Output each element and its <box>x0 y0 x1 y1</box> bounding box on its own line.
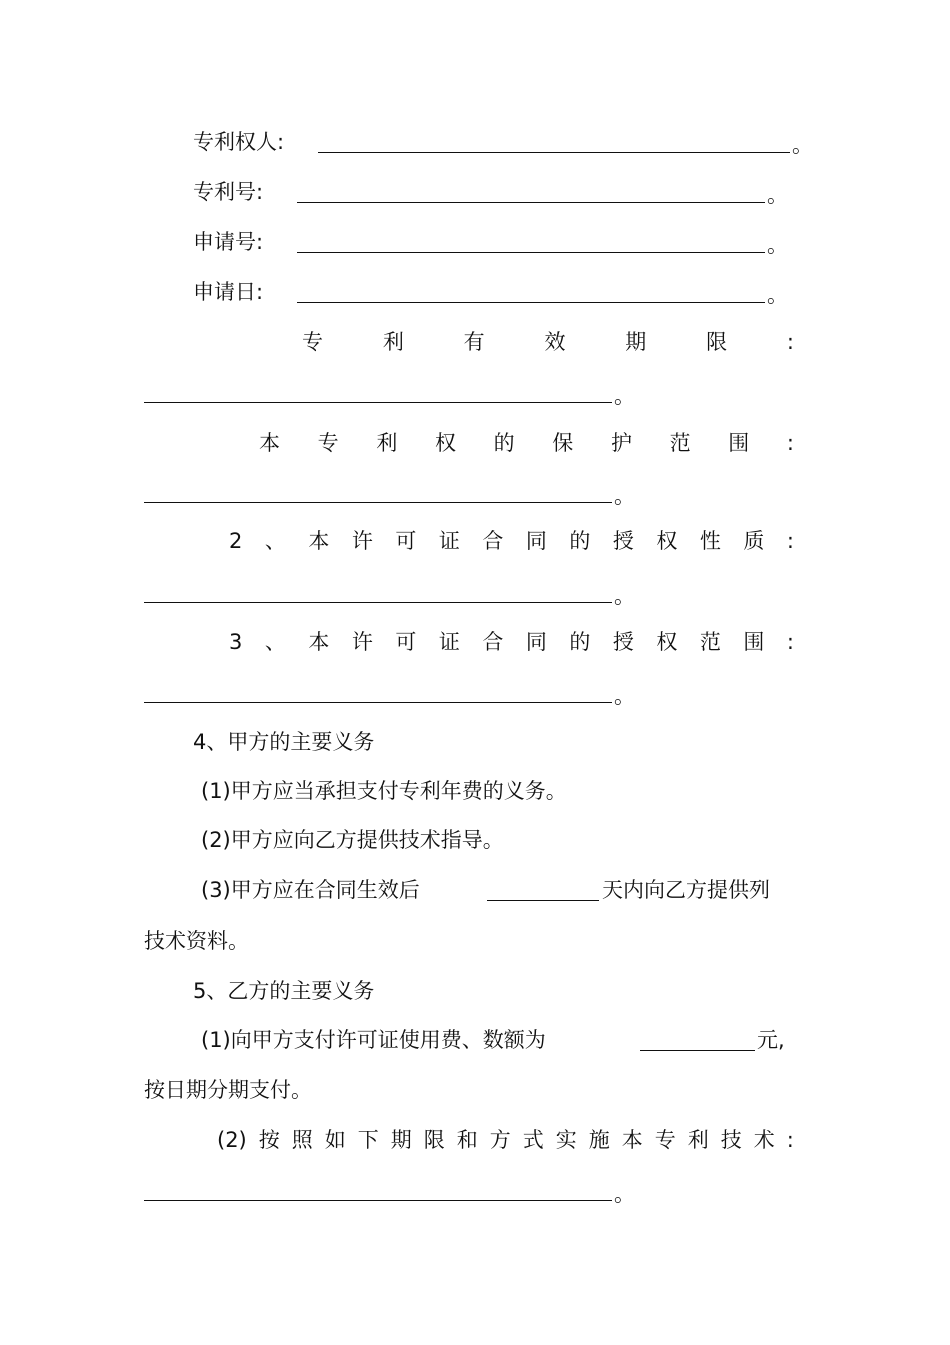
blank-application-date[interactable] <box>297 282 765 303</box>
char: 如 <box>324 1128 346 1152</box>
char: 方 <box>489 1128 511 1152</box>
field-patent-number <box>193 177 263 207</box>
char: 性 <box>699 529 721 553</box>
char: 式 <box>522 1128 544 1152</box>
blank-range[interactable] <box>144 682 612 703</box>
char: 授 <box>612 630 634 654</box>
char: 范 <box>699 630 721 654</box>
char: 合 <box>482 630 504 654</box>
blank-implementation[interactable] <box>144 1180 612 1201</box>
nature-label <box>229 526 794 556</box>
range-end: 。 <box>614 684 635 708</box>
char: 的 <box>569 630 591 654</box>
char: 护 <box>610 431 632 455</box>
blank-nature[interactable] <box>144 582 612 603</box>
char: 围 <box>743 630 765 654</box>
char: (2) <box>217 1128 247 1152</box>
scope-label <box>259 428 794 458</box>
char: : <box>786 529 794 553</box>
validity-end: 。 <box>614 384 635 408</box>
partyB-item1-cont: 按日期分期支付。 <box>144 1078 312 1102</box>
partyA-item3-cont: 技术资料。 <box>144 929 249 953</box>
field-end: 。 <box>767 183 788 207</box>
char: 本 <box>308 529 330 553</box>
validity-label <box>302 327 794 357</box>
partyA-item3-pre: (3)甲方应在合同生效后 <box>201 878 420 902</box>
char: 保 <box>552 431 574 455</box>
char: 3 <box>229 630 243 654</box>
field-end: 。 <box>767 233 788 257</box>
char: 施 <box>588 1128 610 1152</box>
char: 本 <box>308 630 330 654</box>
char: 利 <box>382 330 404 354</box>
char: : <box>786 630 794 654</box>
char: 照 <box>291 1128 313 1152</box>
partyA-item2: (2)甲方应向乙方提供技术指导。 <box>201 828 504 852</box>
nature-end: 。 <box>614 584 635 608</box>
field-patentee <box>193 127 284 157</box>
blank-validity[interactable] <box>144 382 612 403</box>
blank-patentee[interactable] <box>318 132 790 153</box>
char: 权 <box>656 529 678 553</box>
char: 下 <box>357 1128 379 1152</box>
field-application-date <box>193 277 263 307</box>
char: 同 <box>525 630 547 654</box>
partyB-item1-pre: (1)向甲方支付许可证使用费、数额为 <box>201 1028 546 1052</box>
char: 利 <box>687 1128 709 1152</box>
char: 术 <box>753 1128 775 1152</box>
char: 专 <box>654 1128 676 1152</box>
blank-patent-number[interactable] <box>297 182 765 203</box>
char: 可 <box>395 630 417 654</box>
char: 的 <box>493 431 515 455</box>
char: : <box>786 330 794 354</box>
char: 专 <box>302 330 323 354</box>
char: 许 <box>351 630 373 654</box>
partyB-item2-end: 。 <box>614 1182 635 1206</box>
char: 范 <box>669 431 691 455</box>
char: 技 <box>720 1128 742 1152</box>
char: 和 <box>456 1128 478 1152</box>
char: 本 <box>621 1128 643 1152</box>
blank-days[interactable] <box>487 880 599 901</box>
char: 期 <box>390 1128 412 1152</box>
char: 证 <box>438 529 460 553</box>
char: 权 <box>656 630 678 654</box>
partyB-item2-label <box>217 1125 794 1155</box>
char: 、 <box>264 529 286 553</box>
char: 可 <box>395 529 417 553</box>
partyB-item1-post: 元, <box>757 1028 785 1052</box>
char: 的 <box>569 529 591 553</box>
char: 期 <box>625 330 647 354</box>
char: : <box>786 431 794 455</box>
field-label: 申请号: <box>193 230 264 254</box>
char: 限 <box>706 330 728 354</box>
range-label <box>229 627 794 657</box>
char: 质 <box>743 529 765 553</box>
char: 授 <box>612 529 634 553</box>
blank-scope[interactable] <box>144 482 612 503</box>
char: 许 <box>351 529 373 553</box>
field-label: 申请日: <box>193 280 264 304</box>
char: 实 <box>555 1128 577 1152</box>
partyA-heading: 4、甲方的主要义务 <box>193 730 375 754</box>
char: 本 <box>259 431 280 455</box>
blank-fee-amount[interactable] <box>640 1030 755 1051</box>
char: 合 <box>482 529 504 553</box>
char: 2 <box>229 529 243 553</box>
char: 限 <box>423 1128 445 1152</box>
char: 专 <box>317 431 339 455</box>
partyB-heading: 5、乙方的主要义务 <box>193 979 375 1003</box>
scope-end: 。 <box>614 484 635 508</box>
char: 有 <box>463 330 485 354</box>
field-label: 专利权人: <box>193 130 285 154</box>
field-application-number <box>193 227 263 257</box>
char: 效 <box>544 330 566 354</box>
char: 按 <box>258 1128 280 1152</box>
char: 同 <box>525 529 547 553</box>
char: 、 <box>264 630 286 654</box>
char: 利 <box>376 431 398 455</box>
blank-application-number[interactable] <box>297 232 765 253</box>
char: 权 <box>434 431 456 455</box>
partyA-item1: (1)甲方应当承担支付专利年费的义务。 <box>201 779 567 803</box>
partyA-item3-post: 天内向乙方提供列 <box>602 878 770 902</box>
char: 证 <box>438 630 460 654</box>
field-label: 专利号: <box>193 180 264 204</box>
char: : <box>786 1128 794 1152</box>
field-end: 。 <box>767 283 788 307</box>
field-end: 。 <box>792 133 813 157</box>
char: 围 <box>728 431 750 455</box>
